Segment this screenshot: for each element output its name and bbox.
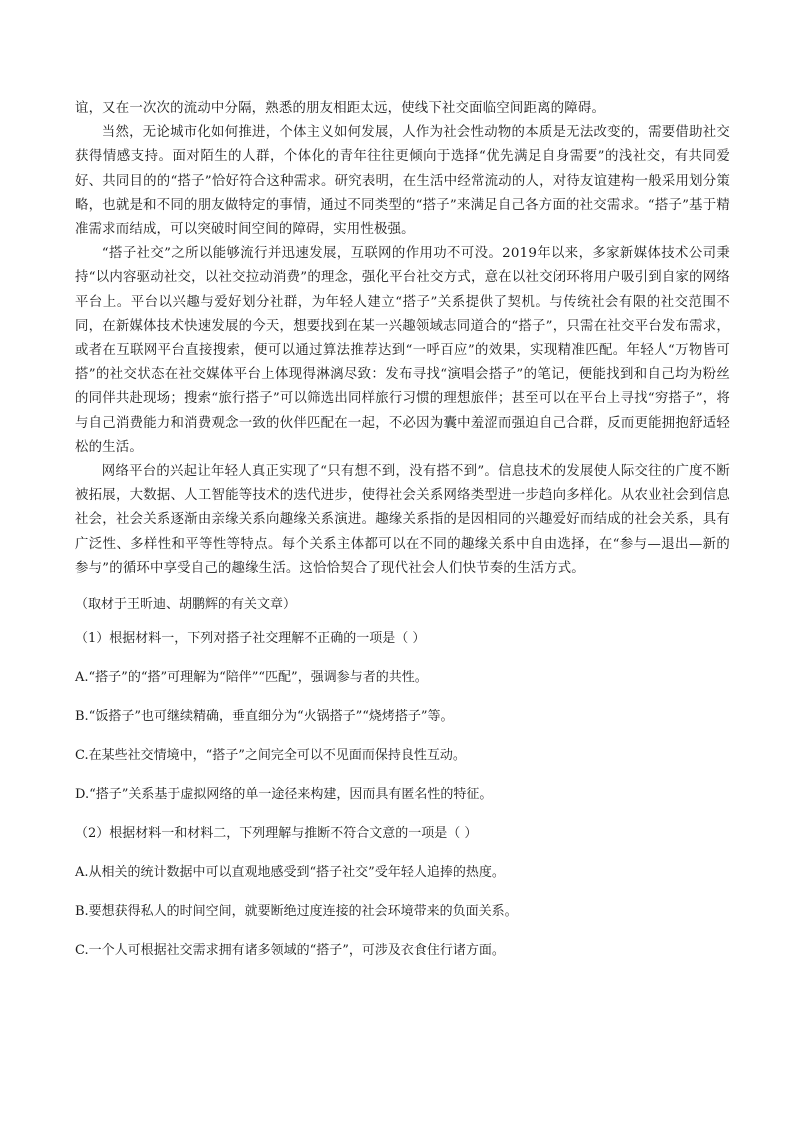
question-1 (75, 629, 730, 824)
option-c: C.在某些社交情境中，“搭子”之间完全可以不见面而保持良性互动。 (75, 748, 466, 764)
option-b: B.“饭搭子”也可继续精确，垂直细分为“火锅搭子”“烧烤搭子”等。 (75, 709, 454, 725)
passage-paragraph: 网络平台的兴起让年轻人真正实现了“只有想不到，没有搭不到”。信息技术的发展使人际交往的广度不断被拓展，大数据、人工智能等技术的迭代进步，使得社会关系网络类型进一步趋向多样化。从农业社会到信息社会，社会关系逐渐由亲缘关系向趣缘关系演进。趣缘关系指的是因相同的兴趣爱好而结成的社会关系，具有广泛性、多样性和平等性等特点。每个关系主体都可以在不同的趣缘关系中自由选择，在“参与—退出—新的参与”的循环中享受自己的趣缘生活。这恰恰契合了现代社会人们快节奏的生活方式。 (75, 464, 730, 576)
option-b: B.要想获得私人的时间空间，就要断绝过度连接的社会环境带来的负面关系。 (75, 904, 518, 920)
source-note: （取材于王昕迪、胡鹏辉的有关文章） (75, 597, 297, 613)
passage-paragraph: 当然，无论城市化如何推进，个体主义如何发展，人作为社会性动物的本质是无法改变的，需要借助社交获得情感支持。面对陌生的人群，个体化的青年往往更倾向于选择“优先满足自身需要”的浅社交，有共同爱好、共同目的的“搭子”恰好符合这种需求。研究表明，在生活中经常流动的人，对待友谊建构一般采用划分策略，也就是和不同的朋友做特定的事情，通过不同类型的“搭子”来满足自己各方面的社交需求。“搭子”基于精准需求而结成，可以突破时间空间的障碍，实用性极强。 (75, 125, 730, 238)
passage-paragraph: 谊，又在一次次的流动中分隔，熟悉的朋友相距太远，使线下社交面临空间距离的障碍。 (75, 101, 606, 116)
option-a: A.“搭子”的“搭”可理解为“陪伴”“匹配”，强调参与者的共性。 (75, 670, 428, 686)
passage-paragraph: “搭子社交”之所以能够流行并迅速发展，互联网的作用功不可没。2019年以来，多家新媒体技术公司秉持“以内容驱动社交，以社交拉动消费”的理念，强化平台社交方式，意在以社交闭环将用户吸引到自家的网络平台上。平台以兴趣与爱好划分社群，为年轻人建立“搭子”关系提供了契机。与传统社会有限的社交范围不同，在新媒体技术快速发展的今天，想要找到在某一兴趣领域志同道合的“搭子”，只需在社交平台发布需求，或者在互联网平台直接搜索，便可以通过算法推荐达到“一呼百应”的效果，实现精准匹配。年轻人“万物皆可搭”的社交状态在社交媒体平台上体现得淋漓尽致：发布寻找“演唱会搭子”的笔记，便能找到和自己均为粉丝的同伴共赴现场；搜索“旅行搭子”可以筛选出同样旅行习惯的理想旅伴；甚至可以在平台上寻找“穷搭子”，将与自己消费能力和消费观念一致的伙伴匹配在一起，不必因为囊中羞涩而强迫自己合群，反而更能拥抱舒适轻松的生活。 (75, 246, 730, 455)
option-a: A.从相关的统计数据中可以直观地感受到“搭子社交”受年轻人追捧的热度。 (75, 865, 505, 881)
option-d: D.“搭子”关系基于虚拟网络的单一途径来构建，因而具有匿名性的特征。 (75, 787, 493, 803)
question-2 (75, 824, 730, 980)
document-page (75, 97, 730, 980)
option-c: C.一个人可根据社交需求拥有诸多领域的“搭子”，可涉及衣食住行诸方面。 (75, 943, 505, 959)
question-stem: （1）根据材料一，下列对搭子社交理解不正确的一项是（ ） (75, 631, 426, 647)
question-stem: （2）根据材料一和材料二，下列理解与推断不符合文意的一项是（ ） (75, 826, 478, 842)
